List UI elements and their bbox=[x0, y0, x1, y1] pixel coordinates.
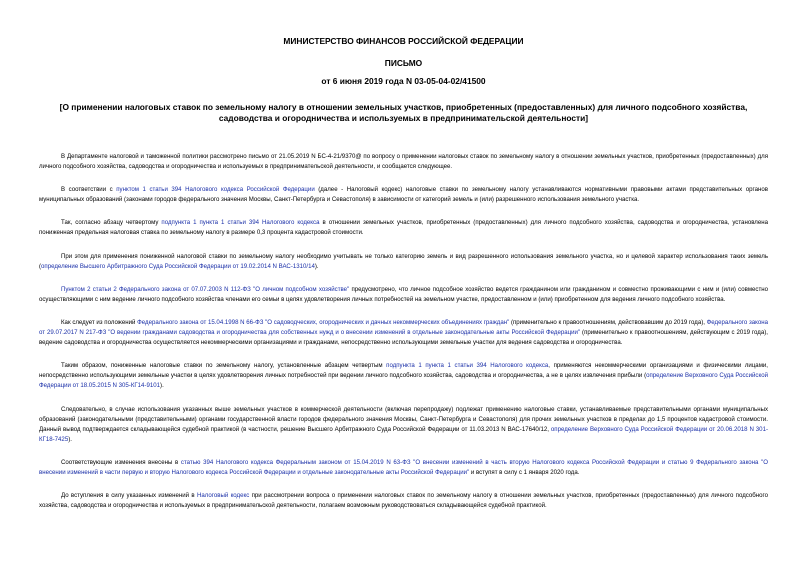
document-link[interactable]: статью 394 Налогового кодекса Федеральным законом от 15.04.2019 N 63-ФЗ "О внесении изменений в часть вторую Налогового кодекса Российской Федерации и статью 9 Федерального закона "О внесении изменений в части первую и вторую Налогового кодекса Российской Федерации и отдельные законодательные акты Российской Федерации" bbox=[39, 458, 769, 476]
paragraph-text: (применительно к правоотношениям, действующим с 2019 года), ведение садоводства и огородничества осуществляется некоммерческими организациями и гражданами, непосредственно использующими земельные участки для ведения садоводства и огородничества. bbox=[39, 329, 768, 347]
body-paragraph bbox=[39, 491, 768, 511]
ministry-title: МИНИСТЕРСТВО ФИНАНСОВ РОССИЙСКОЙ ФЕДЕРАЦИИ bbox=[283, 36, 524, 46]
paragraph-text: и вступят в силу с 1 января 2020 года. bbox=[469, 468, 580, 476]
document-link[interactable]: Пунктом 2 статьи 2 Федерального закона от 07.07.2003 N 112-ФЗ "О личном подсобном хозяйстве" bbox=[61, 285, 350, 293]
document-date-number: от 6 июня 2019 года N 03-05-04-02/41500 bbox=[321, 76, 486, 86]
paragraph-text: В Департаменте налоговой и таможенной политики рассмотрено письмо от 21.05.2019 N БС-4-21/9370@ по вопросу о применении налоговых ставок по земельному налогу в отношении земельных участков, приобретенных (предоставленных) для личного подсобного хозяйства, садоводства и огородничества и используемых в предпринимательской деятельности, и сообщается следующее. bbox=[39, 153, 768, 171]
paragraph-text: (далее - Налоговый кодекс) налоговые ставки по земельному налогу устанавливаются нормативными правовыми актами представительных органов муниципальных образований (законами городов федерального значения Москвы, Санкт-Петербурга и Севастополя) в зависимости от категорий земель и (или) разрешенного использования земельного участка. bbox=[39, 186, 768, 204]
document-link[interactable]: определение Высшего Арбитражного Суда Российской Федерации от 19.02.2014 N ВАС-1310/14 bbox=[41, 262, 315, 270]
paragraph-text: Как следует из положений bbox=[61, 318, 138, 326]
paragraph-text: При этом для применения пониженной налоговой ставки по земельному налогу необходимо учитывать не только категорию земель и вид разрешенного использования земельного участка, но и целевой характер использования таких земель ( bbox=[39, 252, 768, 270]
paragraph-text: ). bbox=[160, 382, 164, 390]
document-link[interactable]: подпункта 1 пункта 1 статьи 394 Налогового кодекса bbox=[161, 219, 320, 227]
body-paragraph bbox=[39, 458, 768, 478]
document-link[interactable]: определение Верховного Суда Российской Федерации от 18.05.2015 N 305-КГ14-9101 bbox=[39, 372, 768, 390]
body-paragraph bbox=[39, 218, 768, 238]
paragraph-text: предусмотрено, что личное подсобное хозяйство ведется гражданином или гражданином и совместно проживающими с ним и (или) совместно осуществляющими с ним ведение личного подсобного хозяйства членами его семьи в целях удовлетворения личных потребностей на земельном участке, предоставленном и (или) приобретенном для ведения личного подсобного хозяйства. bbox=[39, 285, 768, 303]
document-link[interactable]: пунктом 1 статьи 394 Налогового кодекса Российской Федерации bbox=[116, 186, 315, 194]
body-paragraph bbox=[39, 361, 768, 391]
paragraph-text: Следовательно, в случае использования указанных выше земельных участков в коммерческой деятельности (включая перепродажу) подлежат применению налоговые ставки, устанавливаемые представительными органами муниципальных образований (законодательными (представительными) органами государственной власти городов федерального значения Москвы, Санкт-Петербурга и Севастополя) для прочих земельных участков в пределах до 1,5 процентов кадастровой стоимости. Данный вывод подтверждается складывающейся судебной практикой (в частности, решение Высшего Арбитражного Суда Российской Федерации от 11.03.2013 N ВАС-17640/12, bbox=[39, 405, 768, 433]
paragraph-text: ). bbox=[314, 262, 319, 270]
body-paragraph bbox=[39, 405, 768, 445]
document-link[interactable]: Федерального закона от 29.07.2017 N 217-ФЗ "О ведении гражданами садоводства и огородничества для собственных нужд и о внесении изменений в отдельные законодательные акты Российской Федерации" bbox=[39, 318, 768, 337]
body-paragraph bbox=[39, 185, 768, 205]
paragraph-text: Соответствующие изменения внесены в bbox=[61, 458, 181, 466]
document-link[interactable]: Налоговый кодекс bbox=[196, 492, 250, 500]
body-paragraph bbox=[39, 285, 768, 305]
document-subject: [О применении налоговых ставок по земельному налогу в отношении земельных участков, приобретенных (предоставленных) для личного подсобного хозяйства, садоводства и огородничества и используемых в предпринимательской деятельности] bbox=[59, 102, 748, 123]
document-link[interactable]: Федерального закона от 15.04.1998 N 66-ФЗ "О садоводческих, огороднических и дачных некоммерческих объединениях граждан" bbox=[137, 318, 510, 326]
document-body bbox=[39, 152, 768, 511]
body-paragraph bbox=[39, 152, 768, 172]
paragraph-text: , применяются некоммерческими организациями и физическими лицами, непосредственно использующими земельные участки в целях удовлетворения личных потребностей при ведении личного подсобного хозяйства, садоводства и огородничества, а не в целях извлечения прибыли ( bbox=[39, 362, 768, 380]
paragraph-text: До вступления в силу указанных изменений в bbox=[61, 492, 197, 500]
body-paragraph bbox=[39, 252, 768, 272]
paragraph-text: Так, согласно абзацу четвертому bbox=[61, 219, 162, 227]
paragraph-text: В соответствии с bbox=[61, 186, 117, 194]
paragraph-text: при рассмотрении вопроса о применении налоговых ставок по земельному налогу в отношении земельных участков, приобретенных (предоставленных) для личного подсобного хозяйства, садоводства и огородничества и используемых в предпринимательской деятельности, полагаем возможным руководствоваться складывающейся судебной практикой. bbox=[39, 492, 768, 510]
paragraph-text: в отношении земельных участков, приобретенных (предоставленных) для личного подсобного хозяйства, садоводства и огородничества, установлена пониженная предельная налоговая ставка по земельному налогу в размере 0,3 процента кадастровой стоимости. bbox=[39, 219, 769, 237]
body-paragraph bbox=[39, 318, 768, 348]
paragraph-text: (применительно к правоотношениям, действовавшим до 2019 года), bbox=[509, 318, 707, 326]
document-link[interactable]: определение Верховного Суда Российской Федерации от 20.06.2018 N 301-КГ18-7425 bbox=[39, 425, 768, 443]
paragraph-text: ). bbox=[68, 435, 72, 443]
paragraph-text: Таким образом, пониженные налоговые ставки по земельному налогу, установленные абзацем четвертым bbox=[61, 362, 387, 370]
document-link[interactable]: подпункта 1 пункта 1 статьи 394 Налогового кодекса bbox=[386, 362, 549, 370]
document-type: ПИСЬМО bbox=[384, 58, 423, 68]
